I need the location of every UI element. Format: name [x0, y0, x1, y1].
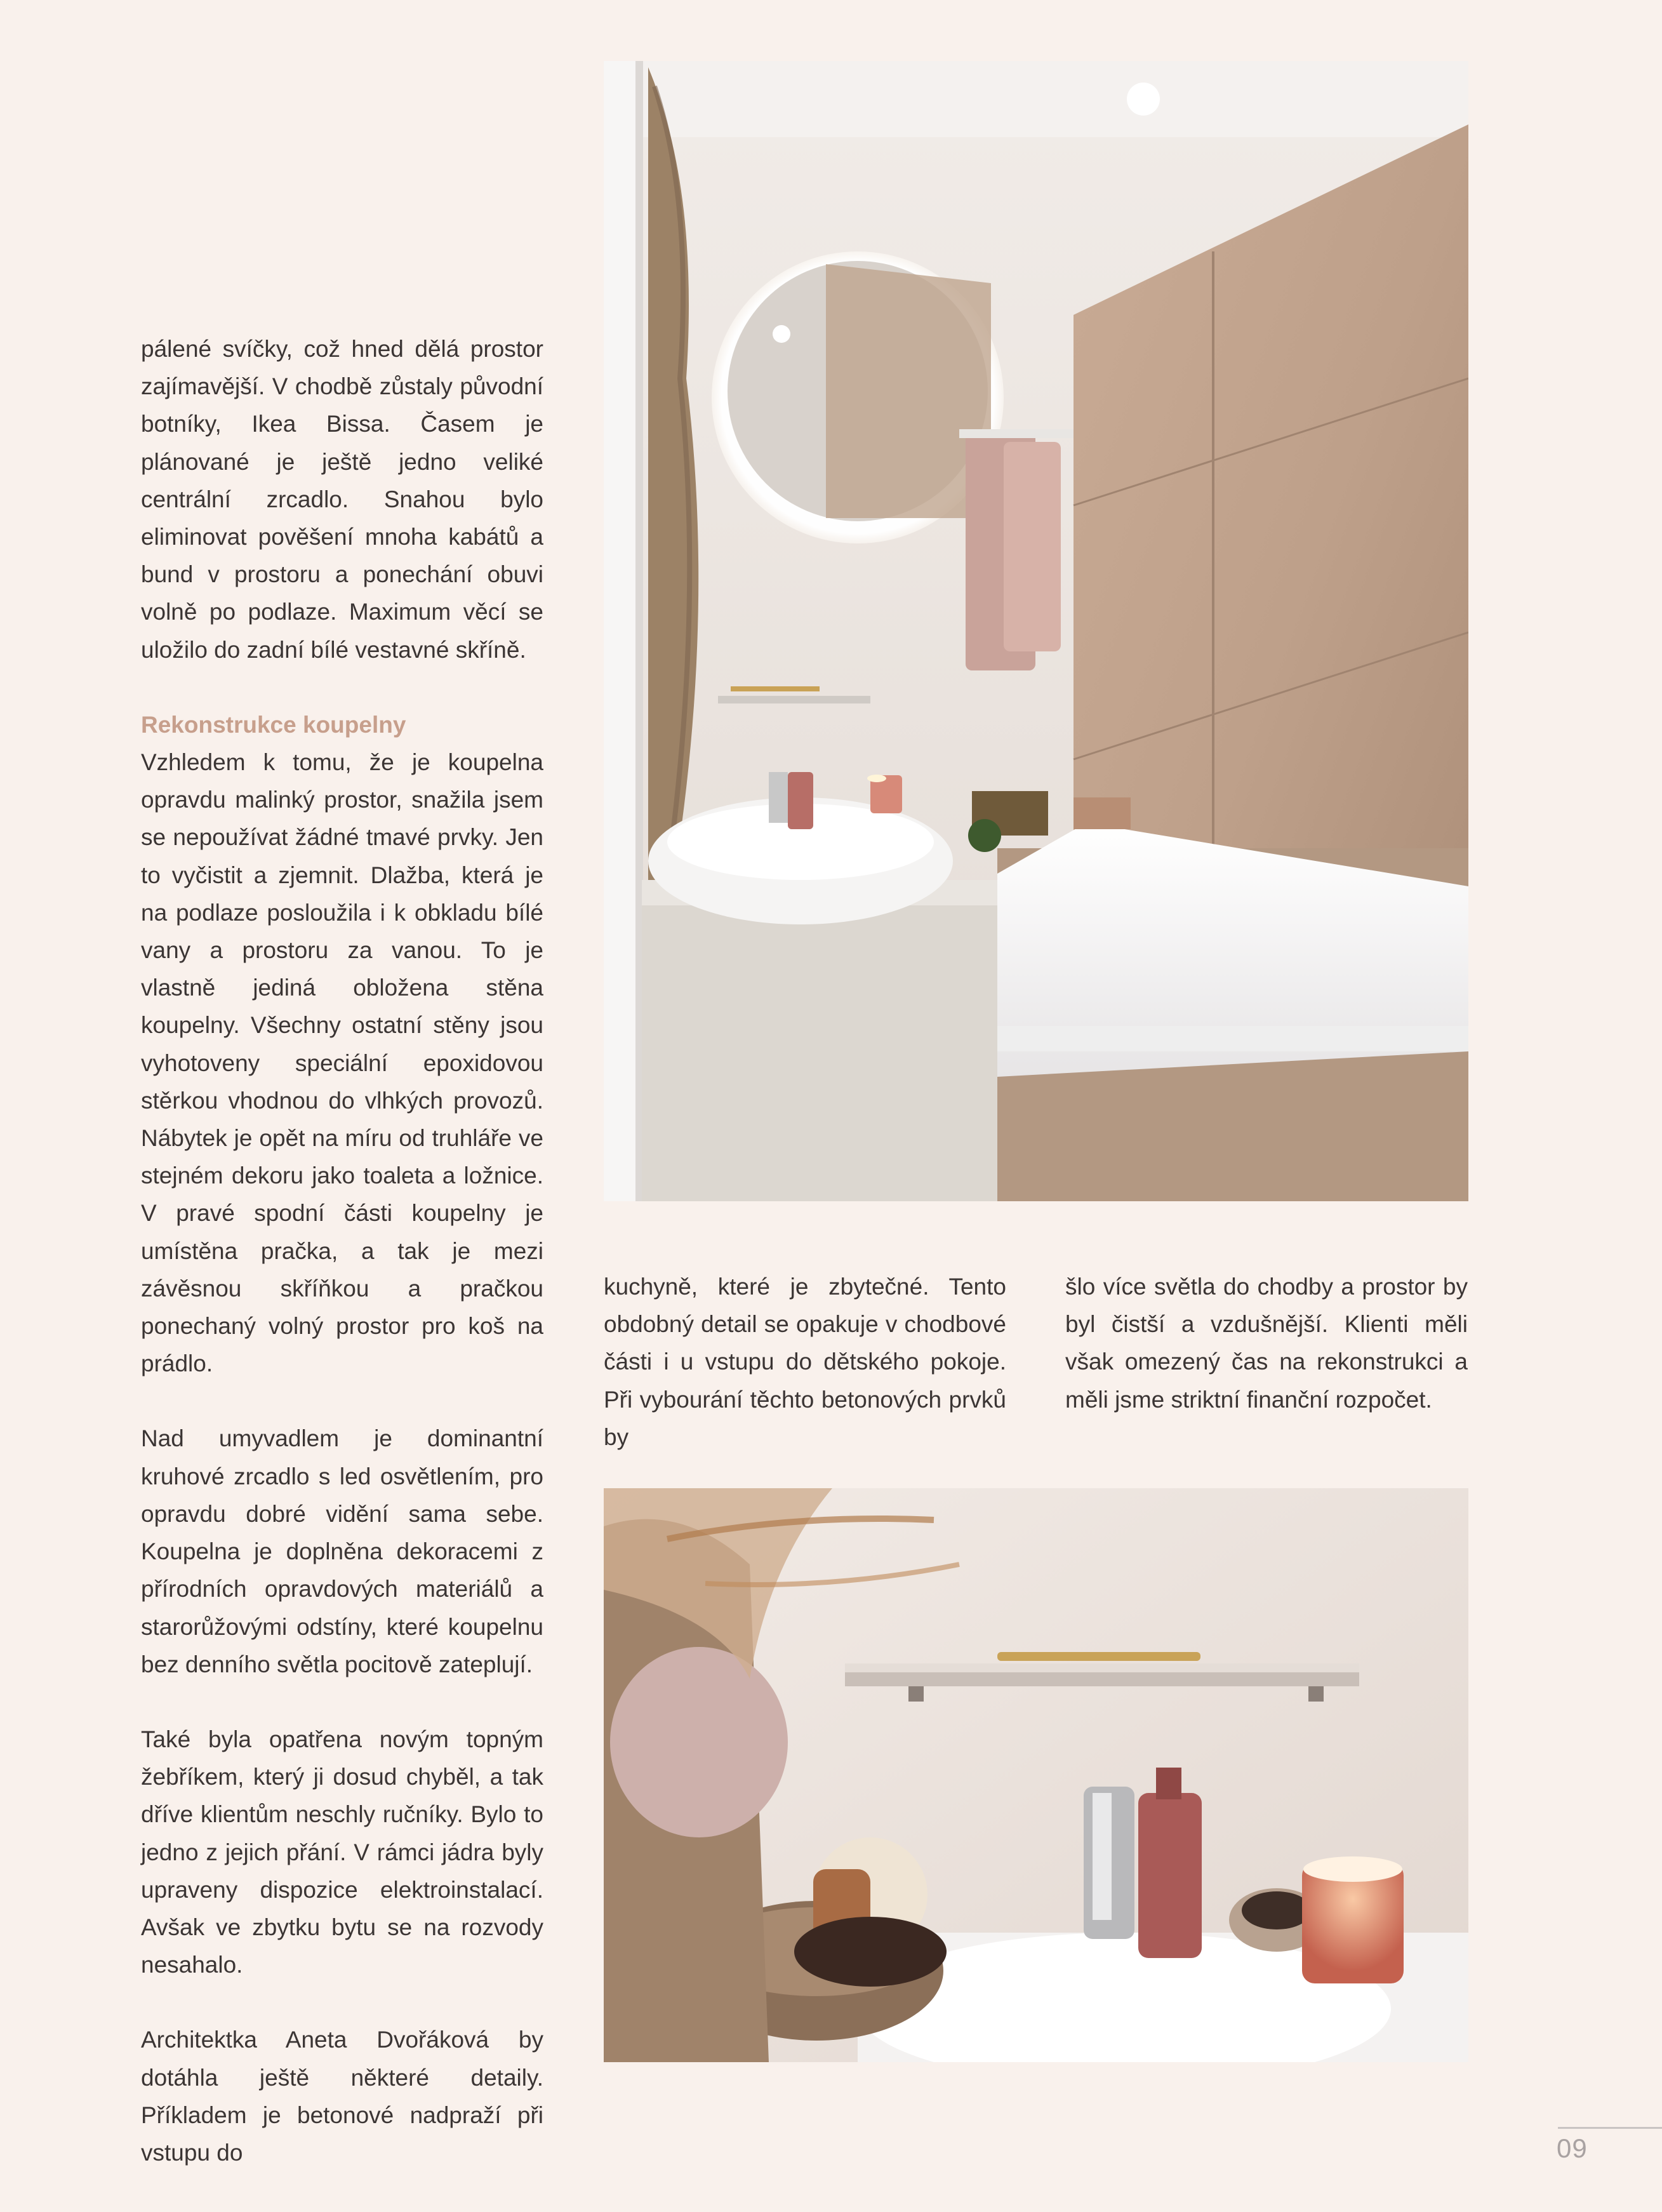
- paragraph-right: šlo více světla do chodby a prostor by byl čistší a vzdušnější. Klienti měli však omezený čas na rekonstrukci a měli jsme striktní finanční rozpočet.: [1065, 1274, 1468, 1413]
- bathroom-photo-illustration: [604, 61, 1468, 1201]
- page-number-rule: [1558, 2127, 1662, 2129]
- article-right-column: [1065, 1268, 1468, 1456]
- paragraph-architect: Architektka Aneta Dvořáková by dotáhla ještě některé detaily. Příkladem je betonové nadpraží při vstupu do: [141, 2027, 543, 2166]
- article-left-column: [141, 330, 543, 2209]
- paragraph-bathroom-intro: [141, 706, 543, 1383]
- page-number: 09: [1557, 2133, 1588, 2163]
- sink-detail-photo: [604, 1488, 1468, 2062]
- section-heading: Rekonstrukce koupelny: [141, 711, 406, 738]
- paragraph-mirror: Nad umyvadlem je dominantní kruhové zrcadlo s led osvětlením, pro opravdu dobré vidění sama sebe. Koupelna je doplněna dekoracemi z přírodních opravdových materiálů a starorůžovými odstíny, které koupelnu bez denního světla pocitově zateplují.: [141, 1425, 543, 1677]
- paragraph-middle: kuchyně, které je zbytečné. Tento obdobný detail se opakuje v chodbové části i u vstupu do dětského pokoje. Při vybourání těchto betonových prvků by: [604, 1274, 1006, 1450]
- paragraph-bathroom-text: Vzhledem k tomu, že je koupelna opravdu malinký prostor, snažila jsem se nepoužívat žádné tmavé prvky. Jen to vyčistit a zjemnit. Dlažba, která je na podlaze posloužila i k obkladu bílé vany a prostoru za vanou. To je vlastně jediná obložena stěna koupelny. Všechny ostatní stěny jsou vyhotoveny speciální epoxidovou stěrkou vhodnou do vlhkých provozů. Nábytek je opět na míru od truhláře ve stejném dekoru jako toaleta a ložnice. V pravé spodní části koupelny je umístěna pračka, a tak je mezi závěsnou skříňkou a pračkou ponechaný volný prostor pro koš na prádlo.: [141, 749, 543, 1377]
- article-middle-column: [604, 1268, 1006, 1493]
- paragraph-heating: Také byla opatřena novým topným žebříkem, který ji dosud chyběl, a tak dříve klientům neschly ručníky. Bylo to jedno z jejich přání. V rámci jádra byly upraveny dispozice elektroinstalací. Avšak ve zbytku bytu se na rozvody nesahalo.: [141, 1726, 543, 1978]
- bathroom-photo: [604, 61, 1468, 1201]
- paragraph-hallway: pálené svíčky, což hned dělá prostor zajímavější. V chodbě zůstaly původní botníky, Ikea Bissa. Časem je plánované je ještě jedno veliké centrální zrcadlo. Snahou bylo eliminovat pověšení mnoha kabátů a bund v prostoru a ponechání obuvi volně po podlaze. Maximum věcí se uložilo do zadní bílé vestavné skříně.: [141, 336, 543, 663]
- sink-detail-illustration: [604, 1488, 1468, 2062]
